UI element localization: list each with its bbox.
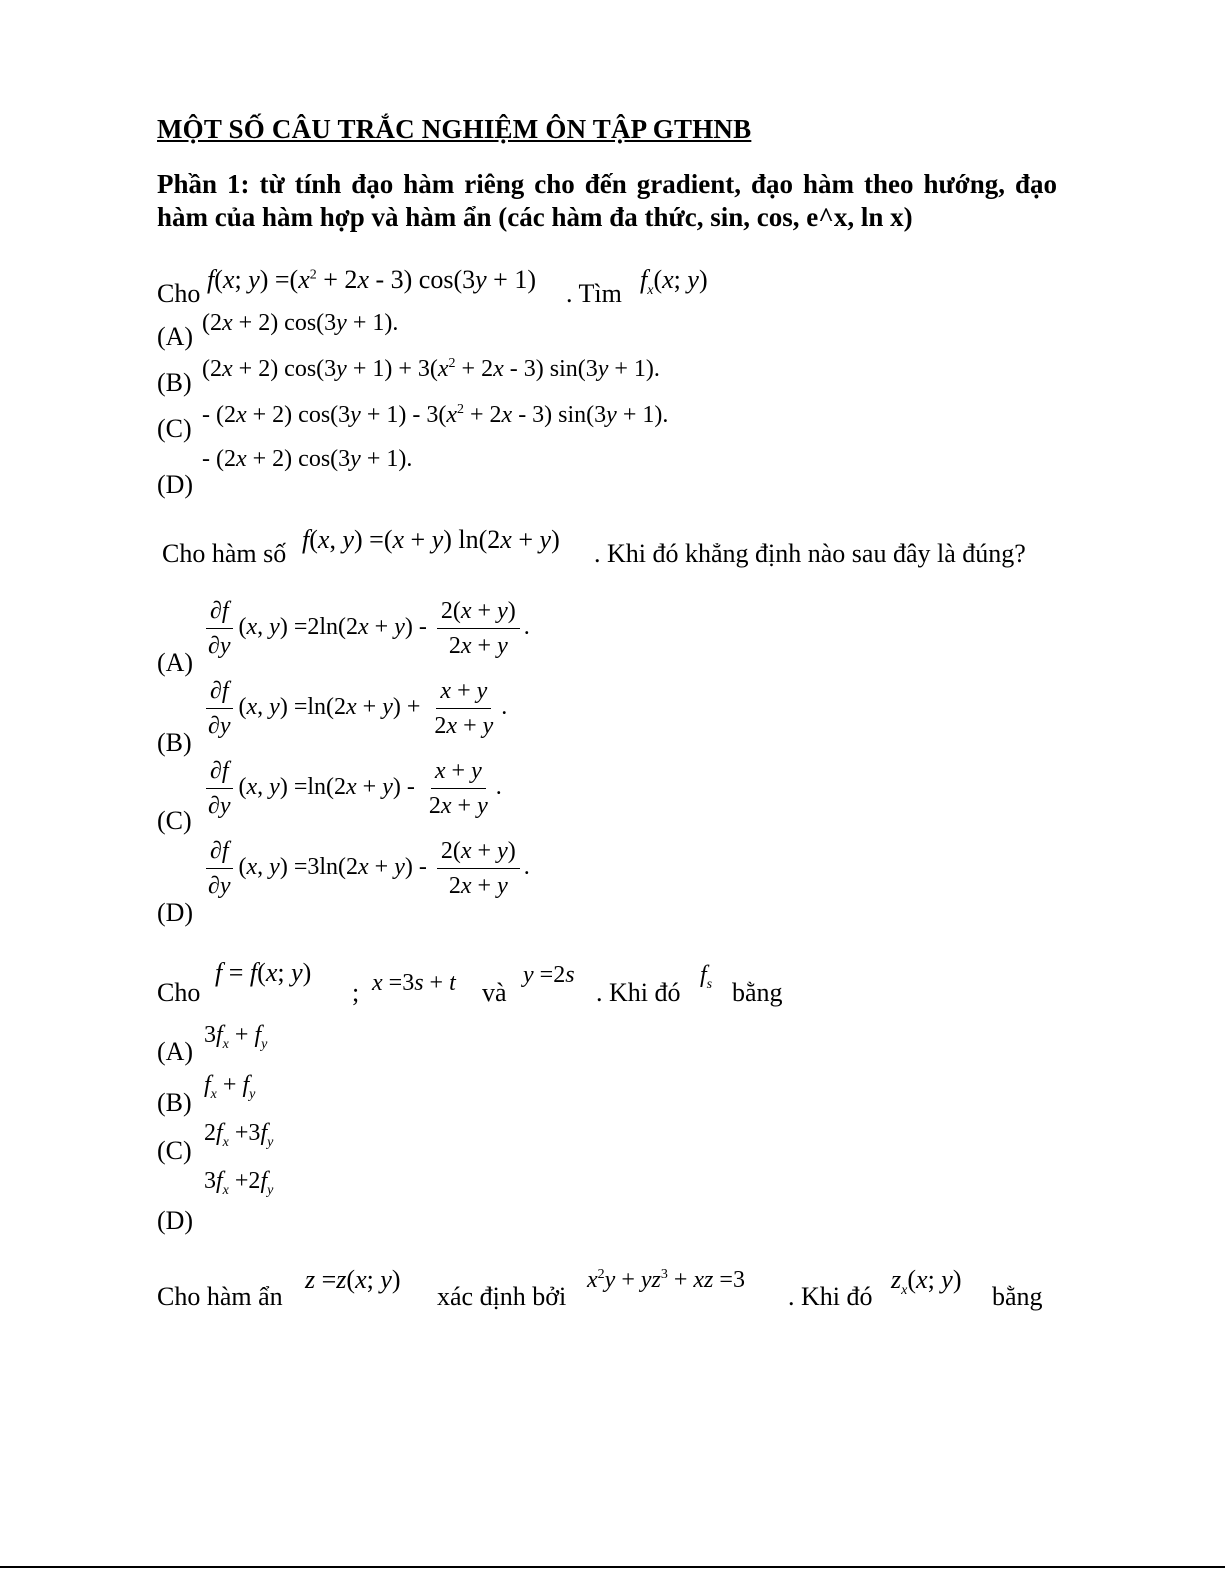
q3-end: bằng (732, 978, 783, 1007)
q3-prefix: Cho (157, 978, 201, 1007)
q3-sep: ; (352, 978, 360, 1007)
q3-option-d-label[interactable]: (D) (157, 1206, 194, 1235)
q3-option-d: $3f_x +2f_y$ (204, 1168, 274, 1198)
q3-option-a-label[interactable]: (A) (157, 1037, 194, 1066)
q3-function: f = f(x; y) (215, 958, 312, 987)
q3-option-c-label[interactable]: (C) (157, 1136, 192, 1165)
q1-option-a: (2x + 2) cos(3y + 1). (202, 310, 399, 336)
q3-option-b: $f_x + f_y$ (204, 1072, 256, 1102)
q4-suffix: . Khi đó (788, 1282, 873, 1311)
q2-option-b-label[interactable]: (B) (157, 728, 192, 757)
q4-mid: xác định bởi (437, 1282, 567, 1311)
q2-option-c: $\frac{\partial f}{\partial y}$ (x, y) =ln(2x + y) - $\frac{x + y}{2x + y}$ . (200, 756, 502, 821)
q3-option-a: $3f_x + f_y$ (204, 1022, 268, 1052)
q2-suffix: . Khi đó khẳng định nào sau đây là đúng? (594, 539, 1026, 568)
q2-option-d: $\frac{\partial f}{\partial y}$ (x, y) =3ln(2x + y) - $\frac{2(x + y)}{2x + y}$ . (200, 836, 530, 901)
page-bottom-border (0, 1566, 1225, 1568)
q2-prefix: Cho hàm số (162, 539, 287, 568)
q1-function: f(x; $y) =(x^2 + 2x - 3) \cos(3y + 1)$ (207, 265, 536, 294)
q1-option-b: (2x + 2) $\cos(3y + 1) + 3(x^2 + 2x - 3) \sin(3y + 1)$. (202, 356, 660, 382)
q4-end: bằng (992, 1282, 1043, 1311)
q1-option-c: - (2x + 2) $\cos(3y + 1) - 3(x^2 + 2x - 3) \sin(3y + 1)$. (202, 402, 669, 428)
q1-option-d-label[interactable]: (D) (157, 470, 194, 499)
section-heading: Phần 1: từ tính đạo hàm riêng cho đến gradient, đạo hàm theo hướng, đạo hàm của hàm hợp và hàm ẩn (các hàm đa thức, sin, cos, e^x, ln x) (157, 169, 1057, 232)
q1-option-c-label[interactable]: (C) (157, 414, 192, 443)
q3-suffix: . Khi đó (596, 978, 681, 1007)
q2-option-d-label[interactable]: (D) (157, 898, 194, 927)
q4-prefix: Cho hàm ẩn (157, 1282, 283, 1311)
q3-y-def: y =2s (523, 962, 575, 988)
q3-and: và (482, 978, 507, 1007)
q1-target: $f_x(x$; y) (640, 265, 708, 299)
q1-mid: . Tìm (566, 279, 622, 308)
q3-option-b-label[interactable]: (B) (157, 1088, 192, 1117)
q3-option-c: $2f_x +3f_y$ (204, 1120, 274, 1150)
q2-option-c-label[interactable]: (C) (157, 806, 192, 835)
q3-x-def: x =3s + t (372, 970, 456, 996)
q4-target: $z_x(x$; y) (891, 1265, 962, 1299)
q1-option-a-label[interactable]: (A) (157, 322, 194, 351)
q2-option-b: $\frac{\partial f}{\partial y}$ (x, y) =ln(2x + y) + $\frac{x + y}{2x + y}$ . (200, 676, 507, 741)
page-title: MỘT SỐ CÂU TRẮC NGHIỆM ÔN TẬP GTHNB (157, 114, 752, 144)
q3-target: $f_s$ (700, 962, 713, 992)
q1-option-d: - (2x + 2) cos(3y + 1). (202, 446, 413, 472)
q1-prefix: Cho (157, 279, 201, 308)
q2-option-a: $\frac{\partial f}{\partial y}$ (x, y) =2ln(2x + y) - $\frac{2(x + y)}{2x + y}$ . (200, 596, 530, 661)
q2-option-a-label[interactable]: (A) (157, 648, 194, 677)
q4-equation: $x^2y + yz^3$ + xz =3 (587, 1267, 745, 1293)
q4-function: z =z(x; y) (305, 1265, 401, 1294)
q2-function: f(x, y) =(x + y) ln(2x + y) (302, 525, 560, 554)
q1-option-b-label[interactable]: (B) (157, 368, 192, 397)
